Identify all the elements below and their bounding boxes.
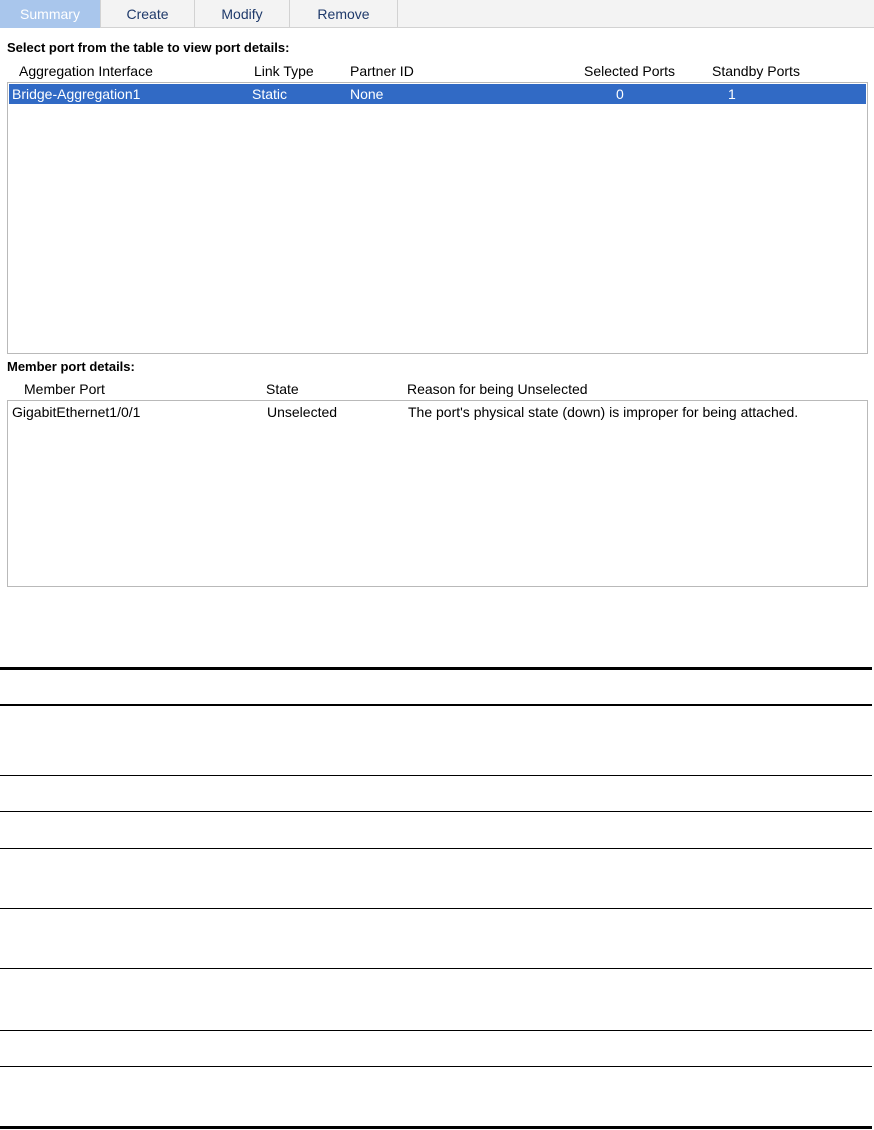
cell-selected-ports: 0 xyxy=(616,86,624,102)
table-row[interactable] xyxy=(9,402,866,422)
table-row-rule xyxy=(0,775,872,776)
aggregation-section-title: Select port from the table to view port details: xyxy=(7,40,290,55)
table-row-rule xyxy=(0,1066,872,1067)
tab-summary[interactable]: Summary xyxy=(0,0,101,28)
aggregation-list[interactable] xyxy=(7,82,868,354)
cell-interface: Bridge-Aggregation1 xyxy=(12,86,141,102)
table-row-rule xyxy=(0,1030,872,1031)
table-top-rule xyxy=(0,667,872,670)
cell-reason: The port's physical state (down) is improper for being attached. xyxy=(408,404,799,420)
table-row-rule xyxy=(0,848,872,849)
col-link-type[interactable]: Link Type xyxy=(254,63,314,79)
tab-create[interactable]: Create xyxy=(101,0,195,28)
col-member-port[interactable]: Member Port xyxy=(24,381,105,397)
member-list[interactable] xyxy=(7,400,868,587)
col-aggregation-interface[interactable]: Aggregation Interface xyxy=(19,63,153,79)
tab-remove[interactable]: Remove xyxy=(290,0,398,28)
col-partner-id[interactable]: Partner ID xyxy=(350,63,414,79)
table-header-rule xyxy=(0,704,872,706)
cell-state: Unselected xyxy=(267,404,338,420)
col-state[interactable]: State xyxy=(266,381,299,397)
table-row[interactable] xyxy=(9,84,866,104)
tab-modify[interactable]: Modify xyxy=(195,0,290,28)
member-section-title: Member port details: xyxy=(7,359,135,374)
table-row-rule xyxy=(0,968,872,969)
cell-standby-ports: 1 xyxy=(728,86,736,102)
cell-link-type: Static xyxy=(252,86,288,102)
col-standby-ports[interactable]: Standby Ports xyxy=(712,63,800,79)
cell-member-port: GigabitEthernet1/0/1 xyxy=(12,404,141,420)
col-selected-ports[interactable]: Selected Ports xyxy=(584,63,676,79)
cell-partner-id: None xyxy=(350,86,384,102)
col-reason[interactable]: Reason for being Unselected xyxy=(407,381,588,397)
tab-bar xyxy=(0,0,874,28)
table-row-rule xyxy=(0,811,872,812)
table-bottom-rule xyxy=(0,1126,872,1129)
table-row-rule xyxy=(0,908,872,909)
